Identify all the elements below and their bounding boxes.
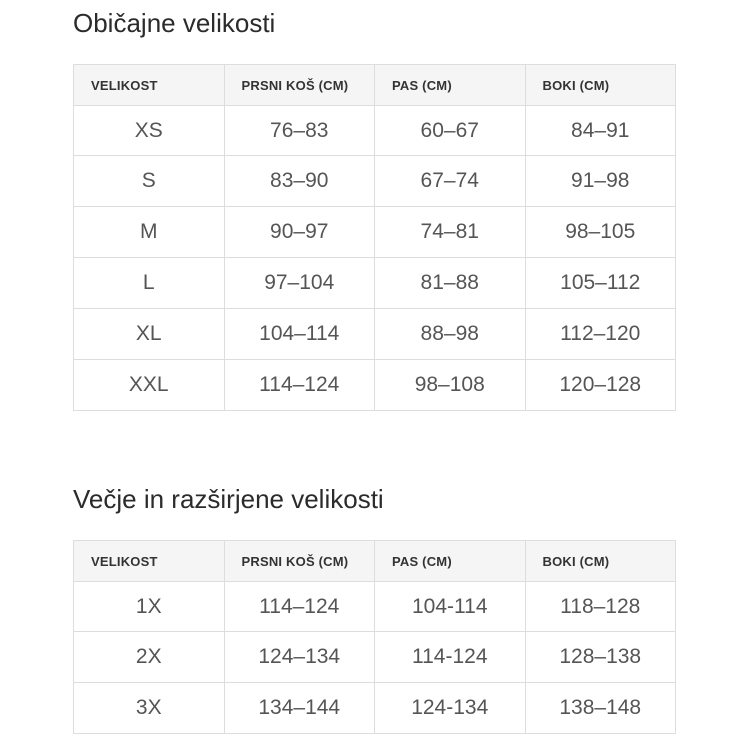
cell-hips: 105–112 — [525, 258, 676, 309]
table-row — [74, 360, 676, 411]
table-row — [74, 309, 676, 360]
cell-chest: 134–144 — [224, 683, 375, 734]
size-table-plus — [73, 540, 676, 734]
table-header-row — [74, 541, 676, 582]
section-title-regular: Običajne velikosti — [73, 8, 276, 38]
column-header-waist: PAS (CM) — [375, 65, 526, 106]
cell-size: M — [74, 207, 225, 258]
cell-chest: 76–83 — [224, 106, 375, 156]
table-row — [74, 632, 676, 683]
cell-size: L — [74, 258, 225, 309]
column-header-size: VELIKOST — [74, 65, 225, 106]
cell-waist: 67–74 — [375, 156, 526, 207]
table-row — [74, 207, 676, 258]
table-header-row — [74, 65, 676, 106]
cell-size: 1X — [74, 582, 225, 632]
cell-waist: 60–67 — [375, 106, 526, 156]
table-row — [74, 156, 676, 207]
cell-chest: 90–97 — [224, 207, 375, 258]
column-header-hips: BOKI (CM) — [525, 65, 676, 106]
cell-size: S — [74, 156, 225, 207]
cell-size: XL — [74, 309, 225, 360]
cell-waist: 74–81 — [375, 207, 526, 258]
cell-hips: 98–105 — [525, 207, 676, 258]
table-row — [74, 258, 676, 309]
column-header-hips: BOKI (CM) — [525, 541, 676, 582]
cell-hips: 112–120 — [525, 309, 676, 360]
cell-waist: 114-124 — [375, 632, 526, 683]
cell-waist: 124-134 — [375, 683, 526, 734]
column-header-chest: PRSNI KOŠ (CM) — [224, 541, 375, 582]
cell-waist: 104-114 — [375, 582, 526, 632]
column-header-size: VELIKOST — [74, 541, 225, 582]
table-row — [74, 683, 676, 734]
cell-size: XS — [74, 106, 225, 156]
cell-size: 2X — [74, 632, 225, 683]
cell-hips: 91–98 — [525, 156, 676, 207]
cell-waist: 98–108 — [375, 360, 526, 411]
size-table-regular — [73, 64, 676, 411]
cell-chest: 114–124 — [224, 582, 375, 632]
cell-hips: 84–91 — [525, 106, 676, 156]
cell-hips: 118–128 — [525, 582, 676, 632]
cell-waist: 88–98 — [375, 309, 526, 360]
cell-hips: 120–128 — [525, 360, 676, 411]
section-title-plus: Večje in razširjene velikosti — [73, 484, 384, 514]
cell-chest: 104–114 — [224, 309, 375, 360]
column-header-chest: PRSNI KOŠ (CM) — [224, 65, 375, 106]
cell-chest: 97–104 — [224, 258, 375, 309]
table-row — [74, 106, 676, 156]
cell-waist: 81–88 — [375, 258, 526, 309]
cell-size: XXL — [74, 360, 225, 411]
cell-chest: 124–134 — [224, 632, 375, 683]
cell-chest: 83–90 — [224, 156, 375, 207]
cell-hips: 128–138 — [525, 632, 676, 683]
table-row — [74, 582, 676, 632]
cell-chest: 114–124 — [224, 360, 375, 411]
cell-size: 3X — [74, 683, 225, 734]
cell-hips: 138–148 — [525, 683, 676, 734]
column-header-waist: PAS (CM) — [375, 541, 526, 582]
